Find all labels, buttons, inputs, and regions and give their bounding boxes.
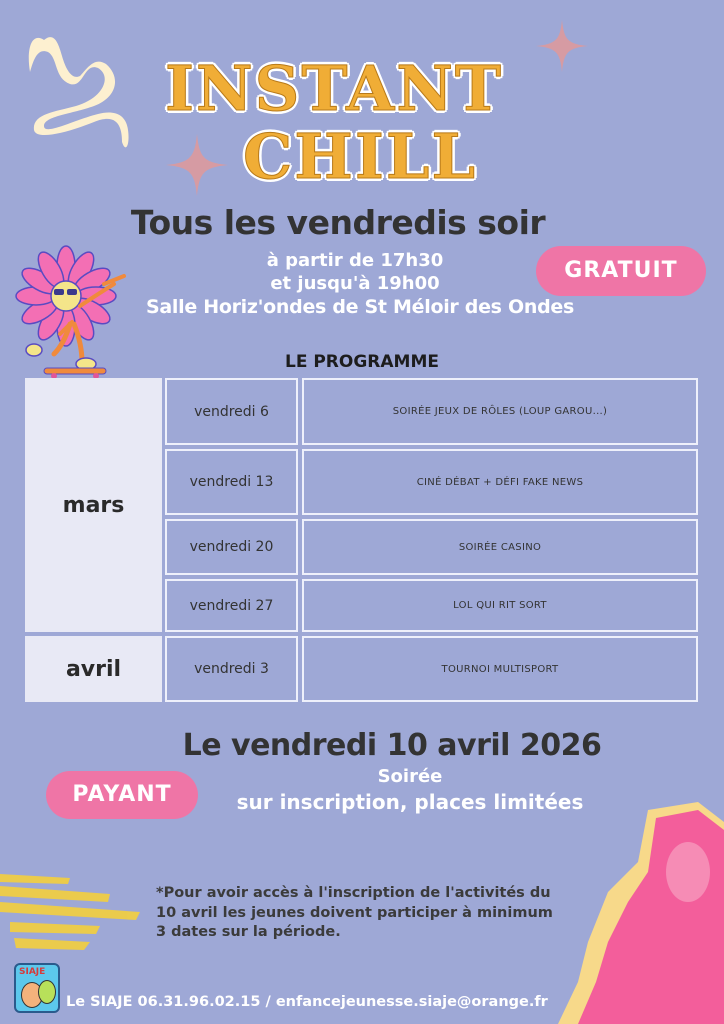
activity-cell: CINÉ DÉBAT + DÉFI FAKE NEWS bbox=[302, 449, 698, 515]
special-event-line1: Soirée bbox=[377, 766, 443, 787]
title-instant: INSTANT bbox=[164, 52, 504, 125]
siaje-logo bbox=[14, 963, 60, 1013]
day-cell: vendredi 20 bbox=[165, 519, 298, 575]
activity-cell: SOIRÉE JEUX DE RÔLES (LOUP GAROU...) bbox=[302, 378, 698, 445]
day-cell: vendredi 27 bbox=[165, 579, 298, 632]
activity-cell: SOIRÉE CASINO bbox=[302, 519, 698, 575]
activity-cell: TOURNOI MULTISPORT bbox=[302, 636, 698, 702]
free-badge: GRATUIT bbox=[536, 246, 706, 296]
special-event-line2: sur inscription, places limitées bbox=[236, 790, 584, 814]
month-cell-mars: mars bbox=[25, 378, 162, 632]
paid-badge: PAYANT bbox=[46, 771, 198, 819]
subtitle: Tous les vendredis soir bbox=[130, 203, 546, 242]
end-time: et jusqu'à 19h00 bbox=[270, 273, 440, 294]
activity-cell: LOL QUI RIT SORT bbox=[302, 579, 698, 632]
month-cell-avril: avril bbox=[25, 636, 162, 702]
venue: Salle Horiz'ondes de St Méloir des Ondes bbox=[146, 296, 574, 318]
title-chill: CHILL bbox=[242, 120, 478, 193]
portrait-illustration-icon bbox=[548, 802, 724, 1024]
contact-info: Le SIAJE 06.31.96.02.15 / enfancejeunesse.siaje@orange.fr bbox=[66, 994, 548, 1010]
start-time: à partir de 17h30 bbox=[266, 250, 444, 271]
siaje-logo-text: SIAJE bbox=[19, 967, 46, 977]
day-cell: vendredi 6 bbox=[165, 378, 298, 445]
day-cell: vendredi 3 bbox=[165, 636, 298, 702]
registration-note: *Pour avoir accès à l'inscription de l'activités du 10 avril les jeunes doivent participer à minimum 3 dates sur la période. bbox=[156, 885, 553, 940]
programme-title: LE PROGRAMME bbox=[284, 352, 439, 372]
special-event-date: Le vendredi 10 avril 2026 bbox=[182, 728, 602, 763]
chalk-strokes-decoration-icon bbox=[0, 872, 150, 952]
day-cell: vendredi 13 bbox=[165, 449, 298, 515]
